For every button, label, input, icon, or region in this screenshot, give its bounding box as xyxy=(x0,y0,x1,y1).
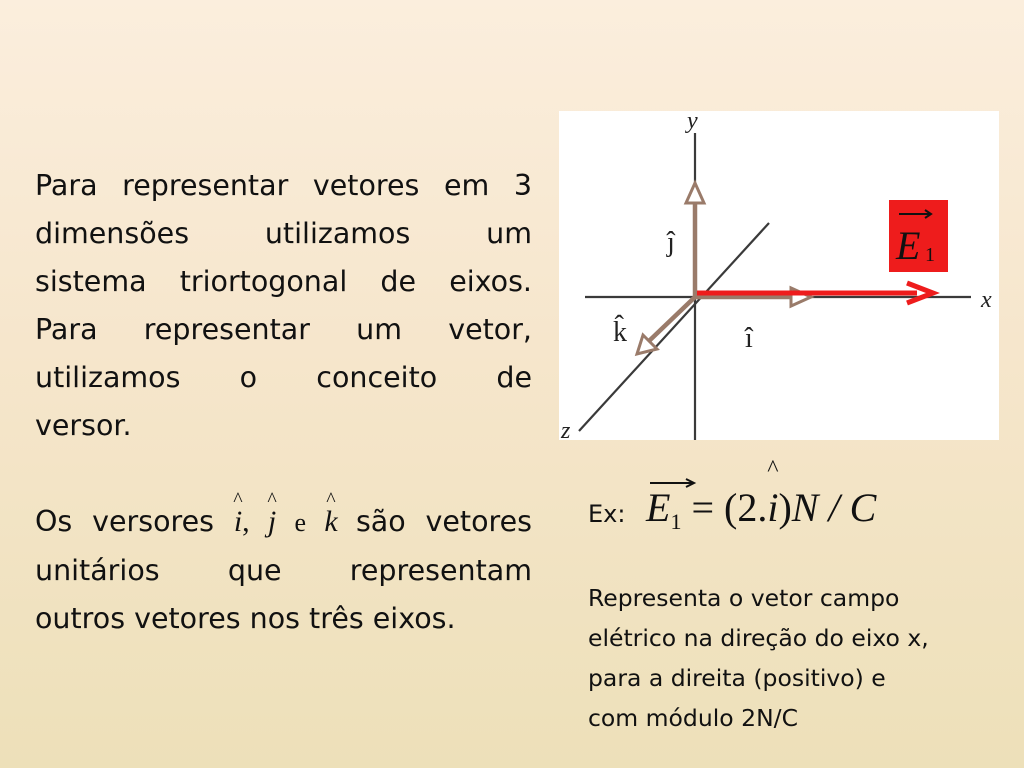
axis-diagram xyxy=(559,111,999,440)
text-line: utilizamos o conceito de xyxy=(35,361,532,394)
text-line: versor. xyxy=(35,409,132,442)
versors-paragraph xyxy=(35,489,532,643)
versor-k: ^ k xyxy=(324,489,338,538)
text-line xyxy=(35,489,532,547)
text-line: dimensões utilizamos um xyxy=(35,217,532,250)
axis-diagram-svg xyxy=(559,111,999,440)
formula-equals: = xyxy=(691,485,714,530)
k-versor xyxy=(649,297,695,341)
e1-label-subscript: 1 xyxy=(925,244,935,266)
text-line: sistema triortogonal de eixos. xyxy=(35,265,532,298)
y-axis-label: y xyxy=(687,111,698,134)
formula-lhs: E xyxy=(646,485,671,530)
formula-unit: N / C xyxy=(791,485,877,530)
versor-i: ^ i xyxy=(233,489,243,538)
text-line: Para representar vetores em 3 xyxy=(35,169,532,202)
formula-close: ) xyxy=(778,485,792,530)
example-label: Ex: xyxy=(588,500,626,528)
formula-lhs-subscript: 1 xyxy=(670,509,682,534)
example-description xyxy=(588,578,1008,738)
e1-label: E xyxy=(896,223,921,268)
vector-arrow-icon xyxy=(648,478,698,488)
text-fragment: são vetores xyxy=(355,505,532,538)
intro-paragraph xyxy=(35,162,532,450)
formula-open: (2. xyxy=(724,485,768,530)
j-versor-label: ĵ xyxy=(667,227,675,258)
z-axis-label: z xyxy=(561,418,571,440)
text-line: Para representar um vetor, xyxy=(35,313,532,346)
versor-conjunction: e xyxy=(294,508,307,537)
versor-symbols: ^ i, ^ j e ^ k xyxy=(234,505,356,538)
i-versor-label: î xyxy=(745,323,753,354)
text-line: unitários que representam xyxy=(35,554,532,587)
formula-unit-vector: ^ i xyxy=(767,456,779,530)
text-line: para a direita (positivo) e xyxy=(588,664,886,692)
versor-j: ^ j xyxy=(267,489,277,538)
text-line: Representa o vetor campo xyxy=(588,584,900,612)
x-axis-label: x xyxy=(981,287,992,313)
j-arrowhead xyxy=(686,183,704,203)
text-line: com módulo 2N/C xyxy=(588,704,798,732)
example-formula xyxy=(646,456,877,534)
k-versor-label: k̂ xyxy=(613,317,627,348)
text-line: elétrico na direção do eixo x, xyxy=(588,624,929,652)
text-fragment: Os versores xyxy=(35,505,214,538)
text-line: outros vetores nos três eixos. xyxy=(35,602,456,635)
